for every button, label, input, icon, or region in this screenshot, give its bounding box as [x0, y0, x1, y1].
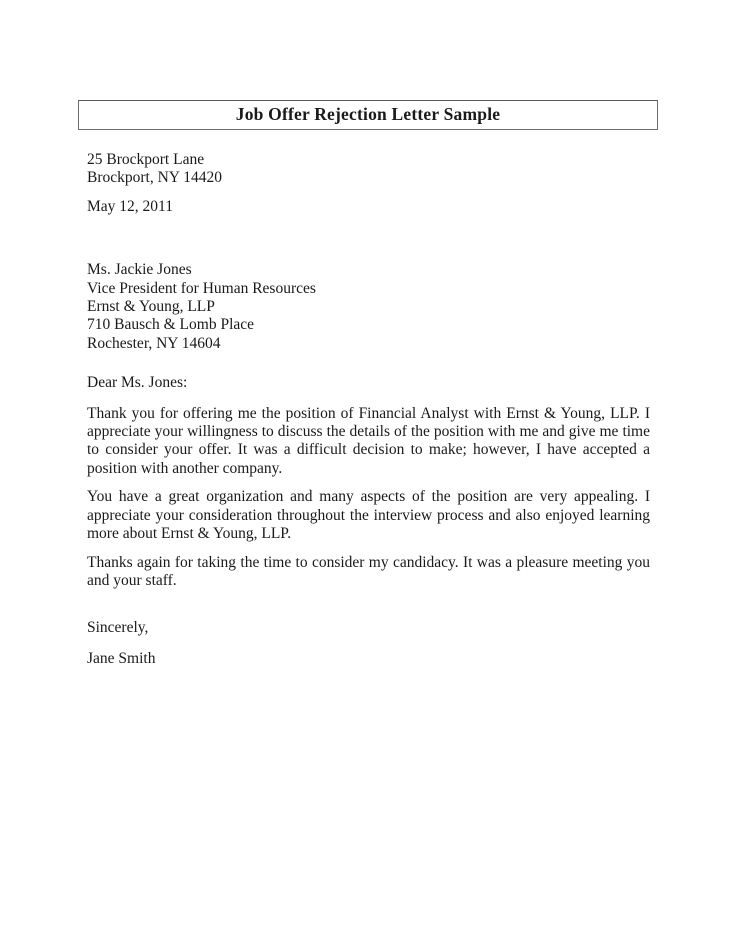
salutation-text: Dear Ms. Jones: [87, 374, 188, 392]
signature [87, 650, 650, 668]
letter-content [87, 151, 650, 668]
sender-address-line: 25 Brockport Lane [87, 151, 205, 168]
recipient-street: 710 Bausch & Lomb Place [87, 316, 255, 334]
letter-date [87, 198, 650, 216]
signature-name: Jane Smith [87, 649, 156, 667]
closing [87, 619, 650, 637]
body-paragraph: You have a great organization and many aspects of the position are very appealing. I appreciate your consideration throughout the interview process and also enjoyed learning more about Ernst & Young, LLP. [87, 488, 650, 543]
title-box [78, 100, 658, 130]
recipient-name: Ms. Jackie Jones [87, 261, 192, 279]
closing-text: Sincerely, [87, 619, 149, 637]
body-paragraph: Thanks again for taking the time to consider my candidacy. It was a pleasure meeting you and your staff. [87, 553, 650, 589]
body-paragraph: Thank you for offering me the position of Financial Analyst with Ernst & Young, LLP. I appreciate your willingness to discuss the details of the position with me and give me time to consider your offer. It was a difficult decision to make; however, I have accepted a position with another company. [87, 404, 650, 477]
recipient-company: Ernst & Young, LLP [87, 298, 215, 316]
sender-address [87, 151, 650, 188]
date-text: May 12, 2011 [87, 197, 173, 215]
sender-address-line: Brockport, NY 14420 [87, 169, 223, 187]
recipient-city: Rochester, NY 14604 [87, 334, 221, 352]
salutation [87, 374, 650, 392]
recipient-title: Vice President for Human Resources [87, 279, 316, 297]
recipient-address [87, 261, 650, 353]
page-title: Job Offer Rejection Letter Sample [235, 104, 501, 124]
